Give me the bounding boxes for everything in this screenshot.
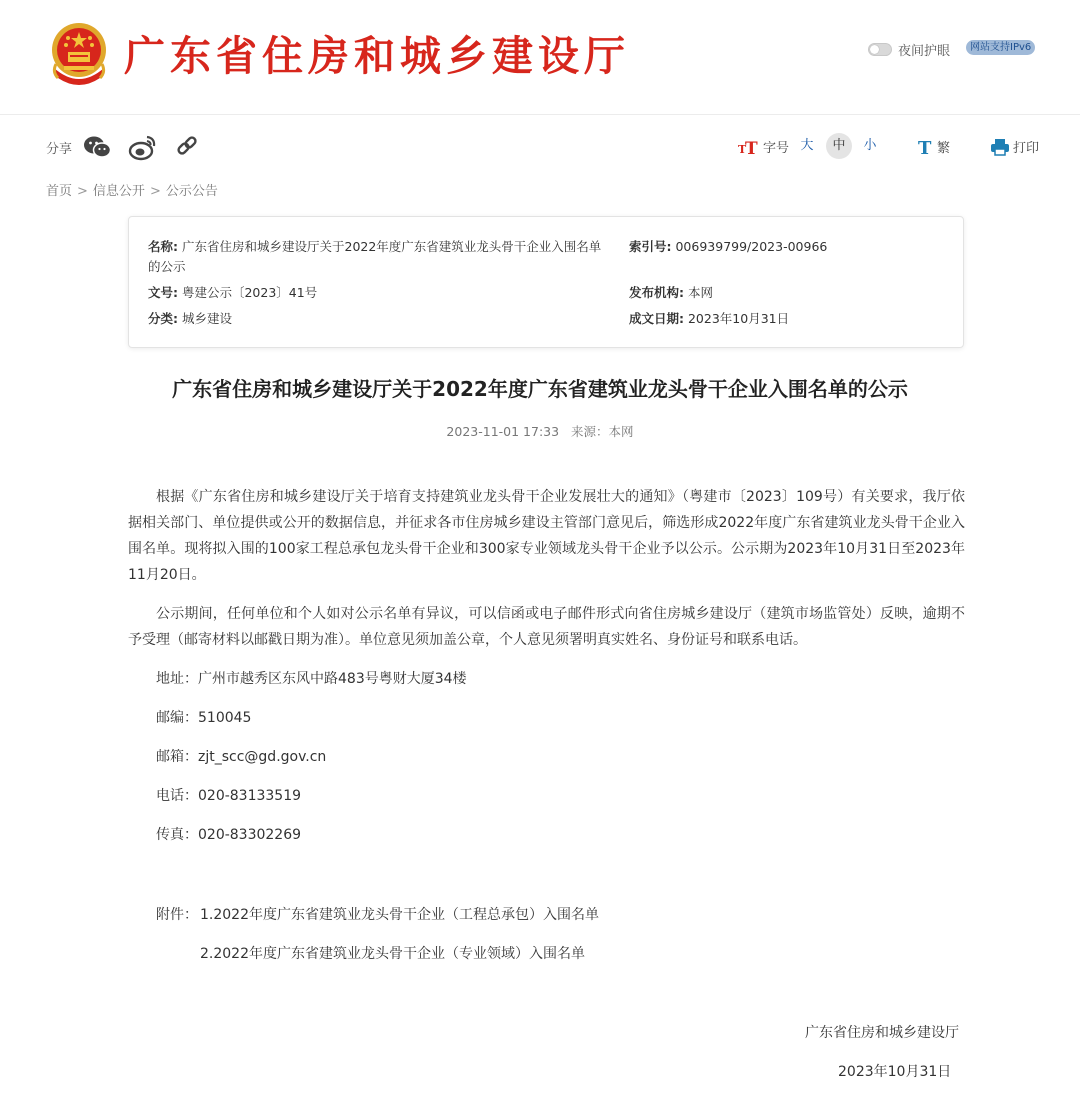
breadcrumb-announcements[interactable]: 公示公告 [165,184,218,199]
meta-publisher-key: 发布机构: [629,285,684,300]
link-icon[interactable] [172,133,202,161]
svg-text:T: T [918,137,932,156]
site-title[interactable]: 广东省住房和城乡建设厅 [124,32,630,80]
article-info [0,422,1080,440]
breadcrumb-info-public[interactable]: 信息公开 [92,184,145,199]
publish-time: 2023-11-01 17:33 [446,424,560,439]
weibo-icon[interactable] [128,133,158,161]
meta-doc-no [148,283,317,303]
font-size-icon [738,138,760,156]
meta-category-value: 城乡建设 [181,311,232,326]
print-button[interactable] [990,137,1039,156]
contact-phone: 电话：020-83133519 [156,788,302,804]
print-label: 打印 [1013,141,1040,156]
share-label: 分享 [46,142,73,157]
meta-doc-no-value: 粤建公示〔2023〕41号 [181,285,318,300]
traditional-icon [918,138,934,156]
article-source: 来源：本网 [571,424,634,439]
attachment-link-1[interactable]: 1.2022年度广东省建筑业龙头骨干企业（工程总承包）入围名单 [200,907,599,923]
signature-org: 广东省住房和城乡建设厅 [805,1025,959,1041]
attachment-link-2[interactable]: 2.2022年度广东省建筑业龙头骨干企业（专业领域）入围名单 [200,946,585,962]
national-emblem-icon [46,20,112,88]
font-size-medium-button[interactable]: 中 [826,133,852,159]
meta-index [629,237,827,257]
font-size-label: 字号 [763,141,790,156]
font-size-large-button[interactable]: 大 [800,138,814,153]
svg-text:T: T [745,138,758,156]
signature-date: 2023年10月31日 [838,1064,952,1080]
meta-category [148,309,232,329]
meta-date [629,309,789,329]
meta-publisher [629,283,713,303]
article-paragraph: 公示期间，任何单位和个人如对公示名单有异议，可以信函或电子邮件形式向省住房城乡建设厅（建筑市场监管处）反映，逾期不予受理（邮寄材料以邮戳日期为准）。单位意见须加盖公章，个人意见须署明真实姓名、身份证号和联系电话。 [128,606,965,648]
article-title: 广东省住房和城乡建设厅关于2022年度广东省建筑业龙头骨干企业入围名单的公示 [172,377,908,401]
document-metadata [128,216,964,348]
meta-index-key: 索引号: [629,239,672,254]
breadcrumb [46,180,218,199]
breadcrumb-separator: > [77,184,88,199]
toggle-knob [870,45,879,54]
contact-address: 地址：广州市越秀区东风中路483号粤财大厦34楼 [156,671,467,687]
wechat-icon[interactable] [82,133,112,161]
svg-text:T: T [738,142,747,156]
attachment-label: 附件： [156,907,198,923]
night-mode-toggle[interactable] [868,40,950,59]
article-paragraph: 根据《广东省住房和城乡建设厅关于培育支持建筑业龙头骨干企业发展壮大的通知》（粤建市〔2023〕109号）有关要求，我厅依据相关部门、单位提供或公开的数据信息，并征求各市住房城乡建设主管部门意见后，筛选形成2022年度广东省建筑业龙头骨干企业入围名单。现将拟入围的100家工程总承包龙头骨干企业和300家专业领域龙头骨干企业予以公示。公示期为2023年10月31日至2023年11月20日。 [128,489,965,583]
contact-postcode: 邮编：510045 [156,710,252,726]
meta-category-key: 分类: [148,311,178,326]
breadcrumb-home[interactable]: 首页 [46,184,73,199]
contact-email: 邮箱：zjt_scc@gd.gov.cn [156,749,327,765]
traditional-label: 繁 [937,141,951,156]
breadcrumb-separator: > [149,184,161,199]
font-size-small-button[interactable]: 小 [863,138,877,153]
meta-name-value: 广东省住房和城乡建设厅关于2022年度广东省建筑业龙头骨干企业入围名单的公示 [148,239,602,274]
meta-publisher-value: 本网 [687,285,713,300]
meta-doc-no-key: 文号: [148,285,178,300]
traditional-chinese-button[interactable] [918,137,950,156]
contact-fax: 传真：020-83302269 [156,827,302,843]
font-size-control [738,137,789,156]
meta-index-value: 006939799/2023-00966 [675,239,828,254]
ipv6-badge: 网站支持IPv6 [966,40,1035,55]
meta-name-key: 名称: [148,239,178,254]
printer-icon [990,138,1010,156]
meta-date-key: 成文日期: [629,311,684,326]
meta-name [148,237,608,277]
article-toolbar [46,133,1040,161]
night-mode-label: 夜间护眼 [898,44,951,59]
toggle-switch[interactable] [868,43,892,56]
meta-date-value: 2023年10月31日 [687,311,790,326]
site-header [0,0,1080,115]
